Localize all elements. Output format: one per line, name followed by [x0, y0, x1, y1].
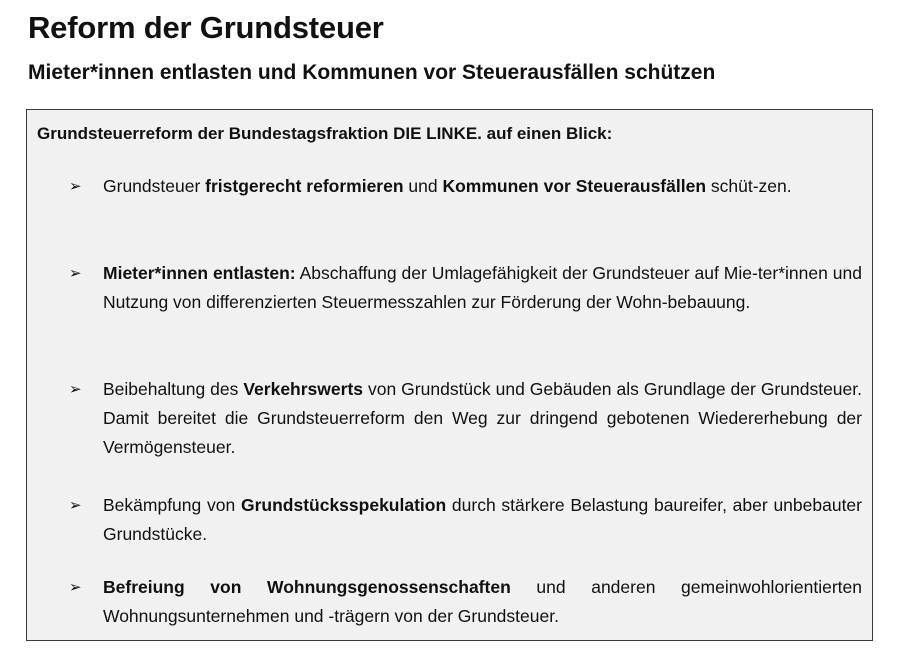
- summary-box: [26, 109, 873, 641]
- arrow-bullet-icon: ➢: [69, 497, 82, 514]
- bullet-text-bold: Kommunen vor Steuerausfällen: [442, 176, 707, 196]
- bullet-text: [103, 573, 862, 631]
- bullet-text-plain: Bekämpfung von: [103, 495, 241, 515]
- bullet-text: [103, 375, 862, 462]
- bullet-text-plain: schüt-zen.: [706, 176, 792, 196]
- arrow-bullet-icon: ➢: [69, 381, 82, 398]
- bullet-text-bold: Grundstücksspekulation: [240, 495, 447, 515]
- bullet-text-bold: Verkehrswerts: [243, 379, 364, 399]
- bullet-text-bold: fristgerecht reformieren: [205, 176, 404, 196]
- bullet-text: [103, 491, 862, 549]
- bullet-text: [103, 259, 862, 317]
- bullet-text-plain: Beibehaltung des: [103, 379, 244, 399]
- arrow-bullet-icon: ➢: [69, 579, 82, 596]
- bullet-text-plain: Grundsteuer: [103, 176, 206, 196]
- arrow-bullet-icon: ➢: [69, 178, 82, 195]
- bullet-text-plain: von Grundstück und Gebäuden als Grundlage der Grundsteuer. Damit bereitet die Grundsteuerreform den Weg zur dringend gebotenen Wiedererhebung der Vermögensteuer.: [103, 379, 862, 457]
- bullet-text: [103, 172, 862, 201]
- bullet-text-bold: Befreiung von Wohnungsgenossenschaften: [103, 577, 511, 597]
- bullet-text-plain: und: [403, 176, 443, 196]
- bullet-text-plain: Abschaffung der Umlagefähigkeit der Grundsteuer auf Mie-ter*innen und Nutzung von differenzierten Steuermesszahlen zur Förderung der Wohn-bebauung.: [103, 263, 862, 312]
- page-subtitle: Mieter*innen entlasten und Kommunen vor Steuerausfällen schützen: [28, 61, 716, 84]
- bullet-text-plain: und anderen gemeinwohlorientierten Wohnungsunternehmen und -trägern von der Grundsteuer.: [103, 577, 862, 626]
- bullet-text-bold: Mieter*innen entlasten:: [103, 263, 296, 283]
- page-title: Reform der Grundsteuer: [28, 10, 384, 45]
- arrow-bullet-icon: ➢: [69, 265, 82, 282]
- summary-box-heading: Grundsteuerreform der Bundestagsfraktion DIE LINKE. auf einen Blick:: [37, 124, 613, 143]
- bullet-text-plain: durch stärkere Belastung baureifer, aber unbebauter Grundstücke.: [103, 495, 862, 544]
